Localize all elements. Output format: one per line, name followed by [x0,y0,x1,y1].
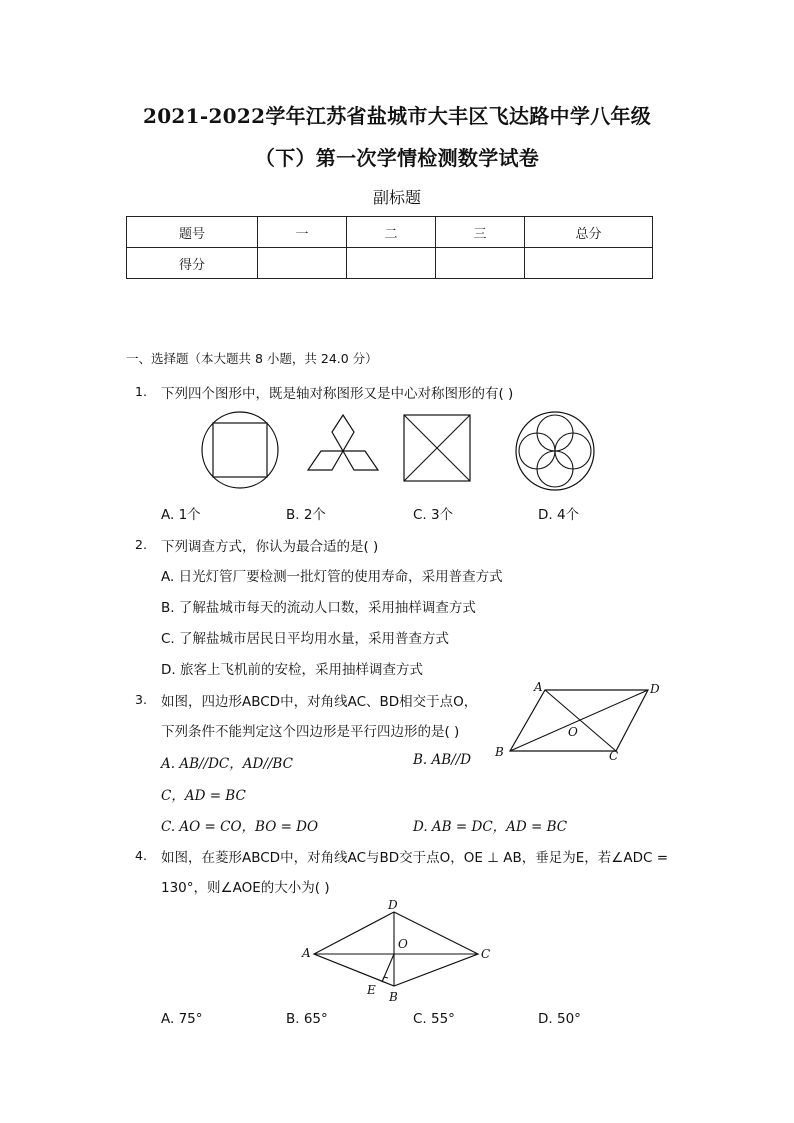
q4-label-a: A [302,946,311,960]
q4-option-d[interactable]: D. 50° [538,1011,581,1027]
q3-label-d: D [650,682,660,696]
score-table-score-row [127,248,653,279]
q2-option-d[interactable]: D. 旅客上飞机前的安检，采用抽样调查方式 [161,662,423,678]
q3-option-a[interactable]: A. AB//DC，AD//BC [161,756,293,772]
q4-number: 4. [135,848,147,863]
cell-question-number-label: 题号 [127,217,258,248]
q1-figure-square-diagonals [403,414,471,482]
q1-option-a[interactable]: A. 1个 [161,507,201,523]
score-input-total[interactable] [525,248,653,279]
q4-figure-rhombus [298,896,498,1008]
exam-title-line2: （下）第一次学情检测数学试卷 [254,146,540,170]
score-input-1[interactable] [258,248,347,279]
q4-text-line1: 如图，在菱形ABCD中，对角线AC与BD交于点O，OE ⊥ AB，垂足为E，若∠ADC = [161,850,669,866]
q1-figure-circle-petals [514,410,596,492]
q2-option-b[interactable]: B. 了解盐城市每天的流动人口数，采用抽样调查方式 [161,600,476,616]
q4-option-a[interactable]: A. 75° [161,1011,203,1027]
q1-figure-three-rhombi [304,413,384,481]
cell-section-1: 一 [258,217,347,248]
q2-option-a[interactable]: A. 日光灯管厂要检测一批灯管的使用寿命，采用普查方式 [161,569,503,585]
q1-figure-circle-square [198,412,284,488]
q1-text: 下列四个图形中，既是轴对称图形又是中心对称图形的有( ) [161,386,514,402]
section-1-title: 一、选择题（本大题共 8 小题，共 24.0 分） [126,351,378,366]
q3-number: 3. [135,692,147,707]
q4-label-d: D [388,898,398,912]
q4-option-c[interactable]: C. 55° [413,1011,455,1027]
q3-label-c: C [609,749,619,763]
q3-option-b[interactable]: B. AB//D [413,752,472,768]
q4-label-o: O [398,937,408,951]
cell-score-label: 得分 [127,248,258,279]
q3-option-b-continued[interactable]: C，AD = BC [161,788,246,804]
cell-total: 总分 [525,217,653,248]
q3-option-d[interactable]: D. AB = DC，AD = BC [413,819,568,835]
score-table-header-row [127,217,653,248]
q4-label-c: C [481,947,491,961]
q3-text-line2: 下列条件不能判定这个四边形是平行四边形的是( ) [161,724,460,740]
subtitle: 副标题 [372,188,421,207]
score-input-3[interactable] [436,248,525,279]
q3-label-o: O [568,725,578,739]
q3-label-b: B [495,745,504,759]
q1-option-b[interactable]: B. 2个 [286,507,326,523]
score-table [126,216,653,279]
q2-text: 下列调查方式，你认为最合适的是( ) [161,539,379,555]
q4-text-line2: 130°，则∠AOE的大小为( ) [161,880,330,896]
q4-label-e: E [367,983,376,997]
q3-option-c[interactable]: C. AO = CO，BO = DO [161,819,319,835]
cell-section-3: 三 [436,217,525,248]
q1-number: 1. [135,384,147,399]
q3-text-line1: 如图，四边形ABCD中，对角线AC、BD相交于点O， [161,694,478,710]
q3-label-a: A [534,680,543,694]
q2-number: 2. [135,537,147,552]
q1-option-d[interactable]: D. 4个 [538,507,580,523]
exam-title-line1: 2021-2022学年江苏省盐城市大丰区飞达路中学八年级 [142,104,652,128]
q4-label-b: B [389,990,398,1004]
cell-section-2: 二 [347,217,436,248]
q3-figure-parallelogram [490,678,670,764]
q1-option-c[interactable]: C. 3个 [413,507,454,523]
score-input-2[interactable] [347,248,436,279]
q4-option-b[interactable]: B. 65° [286,1011,328,1027]
q2-option-c[interactable]: C. 了解盐城市居民日平均用水量，采用普查方式 [161,631,450,647]
